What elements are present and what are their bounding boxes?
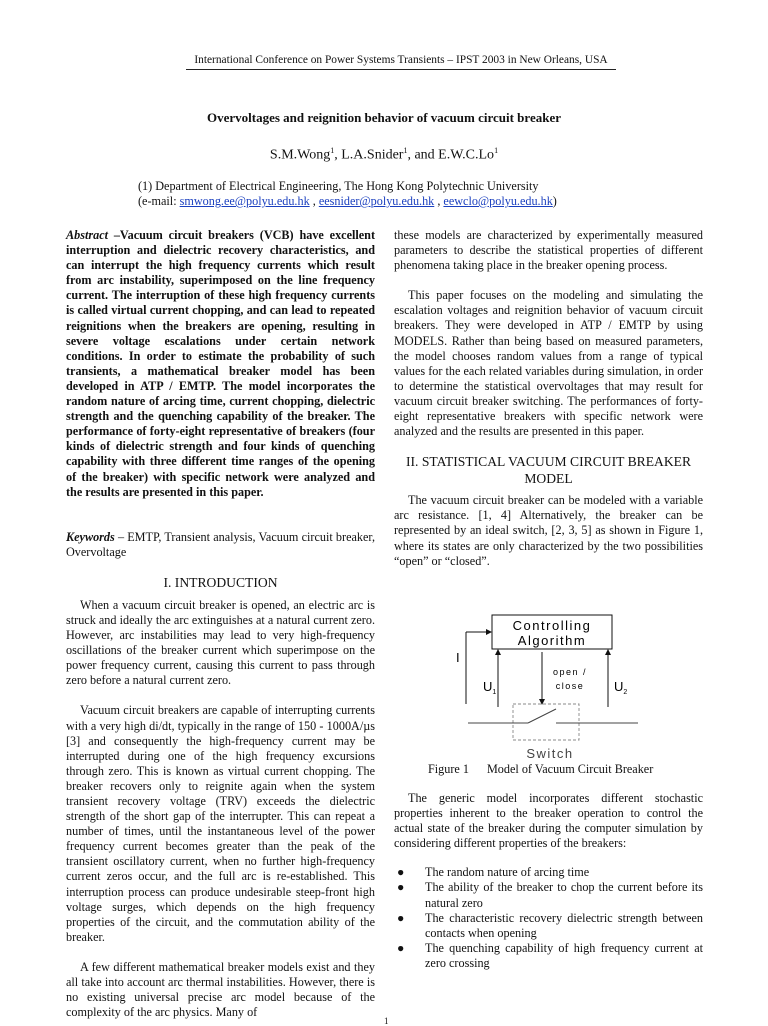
label-u1-main: U — [483, 679, 493, 694]
section-2-heading — [394, 453, 703, 487]
section-2-heading-line-1: II. STATISTICAL VACUUM CIRCUIT BREAKER — [405, 454, 692, 470]
author-3-affil: 1 — [494, 146, 499, 155]
label-u2-sub: 2 — [623, 689, 628, 696]
abstract-label: Abstract — [66, 228, 108, 242]
author-list: S.M.Wong$^1$, L.A.Snider$^1$, and E.W.C.Lo$^1$ — [269, 146, 499, 163]
abstract-text: –Vacuum circuit breakers (VCB) have excellent interruption and dielectric recovery characteristics, and can interrupt the high frequency currents which result from arc instability, superimposed on the line frequency current. The interruption of these high frequency currents is called virtual current chopping, and can lead to repeated reignitions when the breakers are opening, resulting in severe voltage escalations under certain network conditions. In order to estimate the probability of such transients, a mathematical breaker model has been developed in ATP / EMTP. The model incorporates the random nature of arcing time, current chopping, dielectric strength and the quenching capability of the breaker. The performance of forty-eight representative of breakers (four kinds of dielectric strength and four kinds of quenching capability with three different time ranges of the opening of the breaker) with specific network were analyzed and the results are presented in this paper. — [66, 228, 375, 499]
author-1: S.M.Wong — [269, 147, 331, 163]
abstract — [66, 228, 375, 500]
label-u1 — [483, 679, 496, 696]
switch-blade — [528, 709, 556, 723]
right-paragraph-2: This paper focuses on the modeling and simulating the escalation voltages and reignition behavior of vacuum circuit breakers. They were developed in ATP / EMTP by using MODELS. Rather than being based on measured parameters, the model chooses random values from a range of typical values for the each related variables during simulation, in order to determine the statistical overvoltages that may result for vacuum circuit breaker switching. The performances of forty-eight representative breakers with specific network were analyzed and the results are presented in this paper. — [394, 288, 703, 439]
email-suffix: ) — [552, 194, 557, 208]
bullet-icon: ● — [397, 880, 405, 895]
email-line: (e-mail: smwong.ee@polyu.edu.hk , eesnider@polyu.edu.hk , eewclo@polyu.edu.hk) — [138, 194, 557, 208]
conference-header: International Conference on Power Systems Transients – IPST 2003 in New Orleans, USA — [194, 54, 608, 66]
right-column-bottom — [394, 791, 703, 971]
arrowhead-u1 — [495, 649, 501, 655]
author-1-affil: 1 — [330, 146, 335, 155]
label-current-i: I — [456, 650, 460, 665]
open-close-label-2: close — [555, 681, 585, 691]
right-column-top — [394, 228, 703, 569]
list-item — [394, 880, 703, 910]
caption-text: Model of Vacuum Circuit Breaker — [486, 762, 654, 776]
list-item — [394, 941, 703, 971]
list-item-text: The characteristic recovery dielectric strength between contacts when opening — [425, 910, 703, 940]
email-prefix: (e-mail: — [138, 194, 180, 208]
intro-paragraph-3: A few different mathematical breaker models exist and they all take into account arc thermal instabilities. However, there is no existing universal precise arc model because of the complexity of the arc physics. Many of — [66, 959, 375, 1020]
keywords-text: – EMTP, Transient analysis, Vacuum circuit breaker, Overvoltage — [66, 529, 376, 559]
list-item — [394, 865, 703, 880]
email-link-wong[interactable]: smwong.ee@polyu.edu.hk — [179, 194, 310, 208]
email-link-snider[interactable]: eesnider@polyu.edu.hk — [318, 194, 435, 208]
label-u1-sub: 1 — [492, 689, 497, 696]
section-2-paragraph-2: The generic model incorporates different stochastic properties inherent to the breaker operation to control the actual state of the breaker during the computer simulation by considering different properties of the breakers: — [394, 791, 703, 851]
left-column — [66, 228, 375, 1020]
author-3: and E.W.C.Lo — [414, 147, 495, 163]
box-label-line-2: Algorithm — [517, 633, 587, 648]
box-label-line-1: Controlling — [512, 618, 592, 633]
bullet-icon: ● — [397, 940, 405, 955]
list-item — [394, 911, 703, 941]
section-1-heading: I. INTRODUCTION — [163, 574, 278, 590]
bullet-icon: ● — [397, 910, 405, 925]
list-item-text: The ability of the breaker to chop the current before its natural zero — [425, 880, 703, 910]
section-2-paragraph-1: The vacuum circuit breaker can be modeled with a variable arc resistance. [1, 4] Alternatively, the breaker can be represented by an ideal switch, [2, 3, 5] as shown in Figure 1, where its states are only characterized by the two possibilities “open” or “closed”. — [394, 493, 703, 568]
email-link-lo[interactable]: eewclo@polyu.edu.hk — [443, 194, 553, 208]
keywords — [66, 530, 375, 560]
header-rule — [186, 69, 616, 70]
label-u2 — [614, 679, 627, 696]
open-close-label-1: open / — [552, 667, 588, 677]
label-u2-main: U — [614, 679, 624, 694]
figure-1-diagram — [458, 612, 648, 762]
section-2-heading-line-2: MODEL — [524, 471, 573, 487]
caption-number: Figure 1 — [428, 762, 469, 776]
page-number: 1 — [384, 1016, 389, 1026]
bullet-icon: ● — [397, 865, 405, 880]
intro-paragraph-2: Vacuum circuit breakers are capable of interrupting currents with a very high di/dt, typically in the range of 150 - 1000A/µs [3] and consequently the high-frequency current may be interrupted during one of the high frequency excursions through zero. This is known as virtual current chopping. The breaker recovers only to reignite again when the system transient recovery voltage (TRV) exceeds the dielectric strength of the short gap of the interrupter. This can repeat a number of times, until the instantaneous level of the power frequency current becomes greater than the peak of the transient oscillatory current, when no further high-frequency current zeros occur, and the full arc is re-established. This interruption process can produce undesirable steep-front high voltage surges, which depends on the high frequency properties of the circuit, and the commutation ability of the breaker. — [66, 703, 375, 944]
affiliation-line: (1) Department of Electrical Engineering, The Hong Kong Polytechnic University — [138, 179, 539, 193]
list-item-text: The random nature of arcing time — [425, 865, 590, 880]
paper-title: Overvoltages and reignition behavior of vacuum circuit breaker — [207, 110, 561, 125]
arrowhead-current — [486, 629, 492, 635]
switch-label: Switch — [526, 746, 574, 761]
author-2: L.A.Snider — [341, 147, 404, 163]
arrowhead-u2 — [605, 649, 611, 655]
list-item-text: The quenching capability of high frequency current at zero crossing — [425, 940, 703, 970]
author-2-affil: 1 — [403, 146, 408, 155]
keywords-label: Keywords — [66, 529, 115, 544]
stochastic-properties-list — [394, 865, 703, 971]
right-paragraph-1: these models are characterized by experimentally measured parameters to describe the statistical properties of different phenomena taking place in the breaker opening process. — [394, 228, 703, 273]
figure-1-caption — [428, 762, 653, 777]
intro-paragraph-1: When a vacuum circuit breaker is opened, an electric arc is struck and ideally the arc extinguishes at a natural current zero. However, arc instabilities may lead to very high-frequency oscillations of the breaker current which superimpose on the power frequency current, causing this current to pass through zero before a natural current zero. — [66, 597, 375, 688]
affiliation — [138, 179, 557, 209]
switch-box — [513, 704, 579, 740]
